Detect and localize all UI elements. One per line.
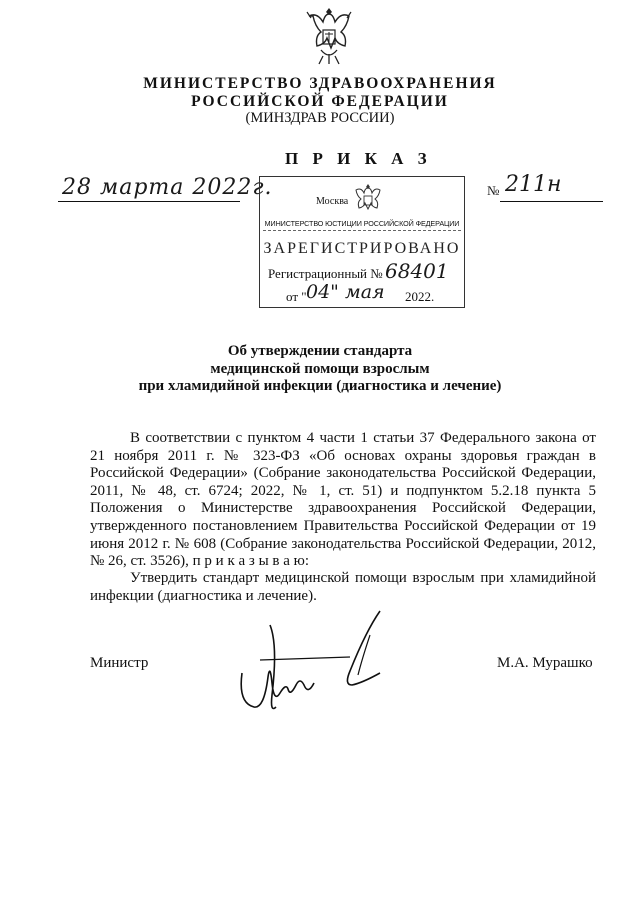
- stamp-eagle-icon: [353, 182, 383, 218]
- stamp-from-label: от ": [286, 289, 307, 304]
- heading-line1: Об утверждении стандарта: [227, 343, 413, 359]
- stamp-year: 2022.: [405, 289, 435, 304]
- order-number-prefix: №: [487, 183, 500, 198]
- stamp-reg-label: Регистрационный №: [268, 266, 383, 281]
- number-underline: [500, 201, 603, 202]
- stamp-from-date: 04" мая: [306, 281, 385, 303]
- heading-line3: при хламидийной инфекции (диагностика и лечение): [138, 378, 502, 394]
- signatory-name: М.А. Мурашко: [497, 655, 593, 671]
- stamp-ministry: МИНИСТЕРСТВО ЮСТИЦИИ РОССИЙСКОЙ ФЕДЕРАЦИИ: [264, 219, 460, 228]
- ministry-name-line1: МИНИСТЕРСТВО ЗДРАВООХРАНЕНИЯ: [143, 75, 497, 92]
- handwritten-signature-icon: [230, 605, 390, 720]
- signatory-position: Министр: [90, 655, 149, 671]
- ministry-short-name: (МИНЗДРАВ РОССИИ): [245, 110, 395, 126]
- order-number: 211н: [505, 172, 562, 197]
- heading-line2: медицинской помощи взрослым: [210, 360, 430, 377]
- document-heading: [0, 343, 640, 396]
- russian-coat-of-arms-icon: [303, 4, 355, 70]
- stamp-registered: ЗАРЕГИСТРИРОВАНО: [263, 240, 461, 257]
- order-date: 28 марта 2022г.: [62, 175, 273, 200]
- stamp-reg-number: 68401: [385, 259, 449, 283]
- stamp-divider: [263, 230, 461, 231]
- resolution-paragraph: Утвердить стандарт медицинской помощи взрослым при хламидийной инфекции (диагностика и лечение).: [90, 570, 596, 604]
- stamp-city: Москва: [316, 196, 349, 207]
- order-title: П Р И К А З: [285, 149, 432, 168]
- body-paragraph: В соответствии с пунктом 4 части 1 статьи 37 Федерального закона от 21 ноября 2011 г. № 323-ФЗ «Об основах охраны здоровья граждан в Российской Федерации» (Собрание законодательства Российской Федерации, 2011, № 48, ст. 6724; 2022, № 1, ст. 51) и подпунктом 5.2.18 пункта 5 Положения о Министерстве здравоохранения Российской Федерации, утвержденного постановлением Правительства Российской Федерации от 19 июня 2012 г. № 608 (Собрание законодательства Российской Федерации, 2012, № 26, ст. 3526), п р и к а з ы в а ю:: [90, 430, 596, 570]
- date-underline: [58, 201, 240, 202]
- ministry-name-line2: РОССИЙСКОЙ ФЕДЕРАЦИИ: [191, 93, 449, 110]
